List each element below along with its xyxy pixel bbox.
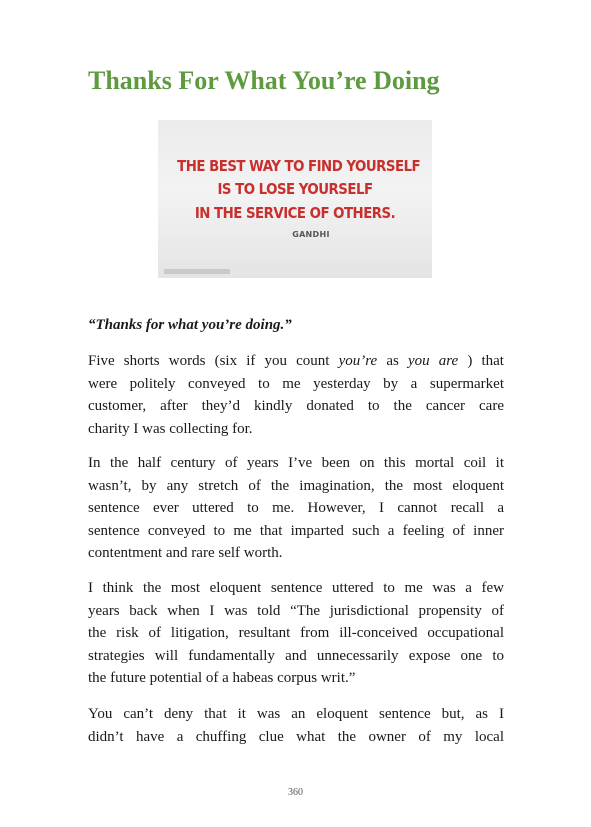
paragraph-1 (88, 350, 504, 440)
image-watermark (164, 269, 230, 274)
paragraph-3-line-2: years back when I was told “The jurisdictional propensity of (88, 602, 504, 619)
paragraph-3 (88, 577, 504, 690)
paragraph-1-line-2: were politely conveyed to me yesterday by a supermarket (88, 375, 504, 392)
paragraph-4-line-2: didn’t have a chuffing clue what the owner of my local (88, 728, 504, 745)
paragraph-2-line-2: wasn’t, by any stretch of the imagination, the most eloquent (88, 477, 504, 494)
paragraph-1-line-1: Five shorts words (six if you count you’re as you are ) that (88, 353, 504, 369)
paragraph-3-line-3: the risk of litigation, resultant from ill-conceived occupational (88, 625, 504, 641)
quote-image-line-1: THE BEST WAY TO FIND YOURSELF (177, 157, 421, 175)
paragraph-4-line-1: You can’t deny that it was an eloquent sentence but, as I (88, 706, 504, 722)
lead-quote: “Thanks for what you’re doing.” (88, 317, 292, 333)
quote-image (158, 120, 432, 278)
paragraph-1-line-4: charity I was collecting for. (88, 420, 253, 437)
page-number: 360 (288, 787, 303, 798)
paragraph-1-line-3: customer, after they’d kindly donated to the cancer care (88, 398, 504, 414)
quote-image-line-3: IN THE SERVICE OF OTHERS. (194, 204, 396, 222)
paragraph-4 (88, 703, 504, 748)
paragraph-2 (88, 452, 504, 565)
page-title: Thanks For What You’re Doing (88, 66, 440, 95)
paragraph-3-line-5: the future potential of a habeas corpus writ.” (88, 670, 356, 686)
quote-image-author: GANDHI (292, 230, 330, 239)
quote-image-line-2: IS TO LOSE YOURSELF (217, 180, 373, 198)
paragraph-3-line-1: I think the most eloquent sentence uttered to me was a few (88, 580, 504, 596)
paragraph-2-line-4: sentence conveyed to me that imparted such a feeling of inner (88, 522, 504, 539)
paragraph-2-line-5: contentment and rare self worth. (88, 545, 283, 561)
paragraph-2-line-3: sentence ever uttered to me. However, I cannot recall a (88, 500, 504, 516)
paragraph-2-line-1: In the half century of years I’ve been on this mortal coil it (88, 455, 504, 471)
paragraph-3-line-4: strategies will fundamentally and unnecessarily expose one to (88, 647, 504, 664)
